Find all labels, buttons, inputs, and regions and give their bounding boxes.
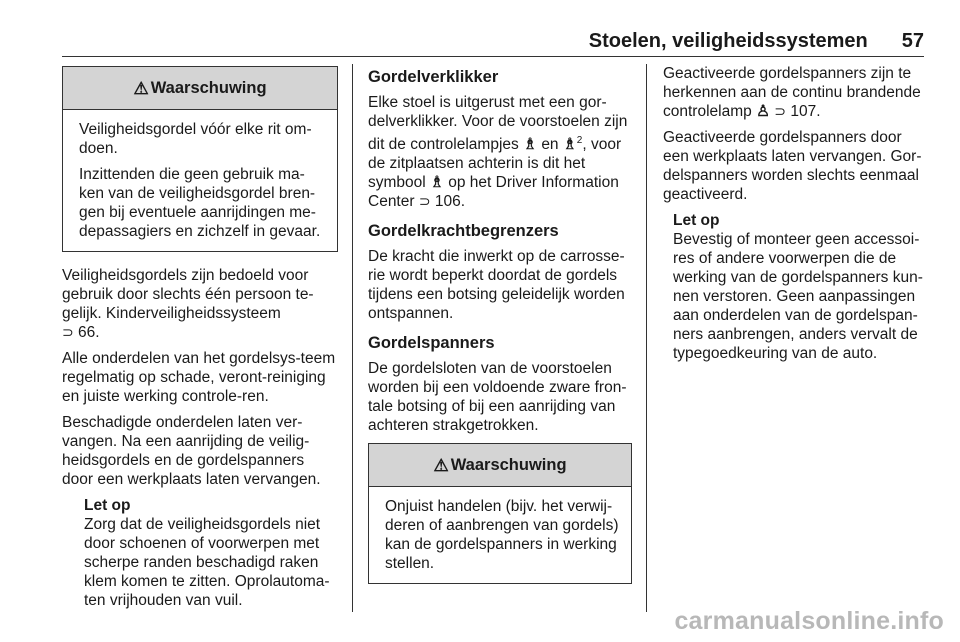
page-header xyxy=(0,26,924,56)
warning-title: Waarschuwing xyxy=(450,455,567,474)
page-ref: 66. xyxy=(78,324,100,341)
column-3 xyxy=(663,64,925,371)
warning-title: Waarschuwing xyxy=(150,78,267,97)
page-ref-icon: ⊃ xyxy=(774,103,787,119)
paragraph: Beschadigde onderdelen laten ver-vangen. Na een aanrijding de veilig-heidsgordels en de gordelspanners door een werkplaats laten vervangen. xyxy=(62,414,321,488)
page-ref-icon: ⊃ xyxy=(62,324,74,340)
paragraph-text: Veiligheidsgordels zijn bedoeld voor gebruik door slechts één persoon te-gelijk. Kinderveiligheidssysteem xyxy=(62,267,314,322)
section-heading: Gordelspanners xyxy=(368,334,495,353)
paragraph: Geactiveerde gordelspanners door een werkplaats laten vervangen. Gor-delspanners worden slechts eenmaal geactiveerd. xyxy=(663,129,922,203)
note-text: Bevestig of monteer geen accessoi-res of andere voorwerpen die de werking van de gordelspanners kun-nen verstoren. Geen aanpassingen aan onderdelen van de gordelspan-ners aanbrengen, anders vervalt de typegoedkeuring van de auto. xyxy=(673,231,923,362)
warning-text: Onjuist handelen (bijv. het verwij-deren of aanbrengen van gordels) kan de gordelspanners in werking stellen. xyxy=(385,498,619,573)
seatbelt-reminder-passenger-icon: ♗ xyxy=(562,136,577,154)
paragraph: Alle onderdelen van het gordelsys-teem regelmatig op schade, veront-reiniging en juiste werking controle-ren. xyxy=(62,350,336,405)
note-box xyxy=(84,496,338,610)
column-divider-2 xyxy=(646,64,647,612)
section-heading: Gordelverklikker xyxy=(368,68,499,86)
page-ref-icon: ⊃ xyxy=(418,193,431,210)
airbag-pretensioner-icon: ♙ xyxy=(756,103,770,120)
paragraph-text: en xyxy=(541,136,559,154)
page-title: Stoelen, veiligheidssystemen xyxy=(588,29,868,52)
warning-body xyxy=(63,110,337,251)
warning-box xyxy=(62,66,338,252)
note-text: Zorg dat de veiligheidsgordels niet door schoenen of voorwerpen met scherpe randen beschadigd raken klem komen te zitten. Oprolautoma-ten vrijhouden van vuil. xyxy=(84,516,330,609)
page-ref: 106. xyxy=(434,193,466,211)
warning-triangle-icon: ⚠ xyxy=(133,78,149,98)
warning-text: Inzittenden die geen gebruik ma-ken van de veiligheidsgordel bren-gen bij eventuele aanrijdingen me-depassagiers en zichzelf in gevaar. xyxy=(79,166,321,240)
watermark: carmanualsonline.info xyxy=(674,607,944,635)
paragraph xyxy=(368,93,632,211)
warning-header xyxy=(369,444,631,487)
page-number: 57 xyxy=(901,29,924,52)
page-ref: 107. xyxy=(790,103,821,120)
paragraph xyxy=(663,64,925,121)
note-label: Let op xyxy=(673,212,720,229)
paragraph-text: Geactiveerde gordelspanners zijn te herkennen aan de continu brandende controlelamp xyxy=(663,65,921,120)
note-label: Let op xyxy=(84,497,131,514)
warning-header xyxy=(63,67,337,110)
paragraph-text: op het Driver Information Center xyxy=(368,174,619,211)
paragraph: De gordelsloten van de voorstoelen worden bij een voldoende zware fron-tale botsing of bij een aanrijding van achteren strakgetrokken. xyxy=(368,360,627,435)
paragraph-text: Elke stoel is uitgerust met een gor-delverklikker. Voor de voorstoelen zijn dit de controlelampjes xyxy=(368,94,628,154)
seatbelt-rear-icon: ♗ xyxy=(430,174,444,192)
paragraph: De kracht die inwerkt op de carrosse-rie wordt beperkt doordat de gordels tijdens een botsing geleidelijk worden ontspannen. xyxy=(368,248,625,323)
paragraph xyxy=(62,266,338,342)
header-rule xyxy=(62,56,924,57)
column-divider-1 xyxy=(352,64,353,612)
section-heading: Gordelkrachtbegrenzers xyxy=(368,222,559,241)
superscript: 2 xyxy=(576,135,583,146)
column-2 xyxy=(368,64,632,592)
warning-triangle-icon: ⚠ xyxy=(433,455,449,475)
column-1 xyxy=(62,64,338,618)
warning-box xyxy=(368,443,632,584)
warning-body xyxy=(369,487,631,583)
note-box xyxy=(673,211,925,363)
paragraph-text: , voor de zitplaatsen achterin is dit het symbool xyxy=(368,136,622,192)
seatbelt-reminder-icon: ♗ xyxy=(523,136,537,154)
warning-text: Veiligheidsgordel vóór elke rit om-doen. xyxy=(79,121,312,157)
